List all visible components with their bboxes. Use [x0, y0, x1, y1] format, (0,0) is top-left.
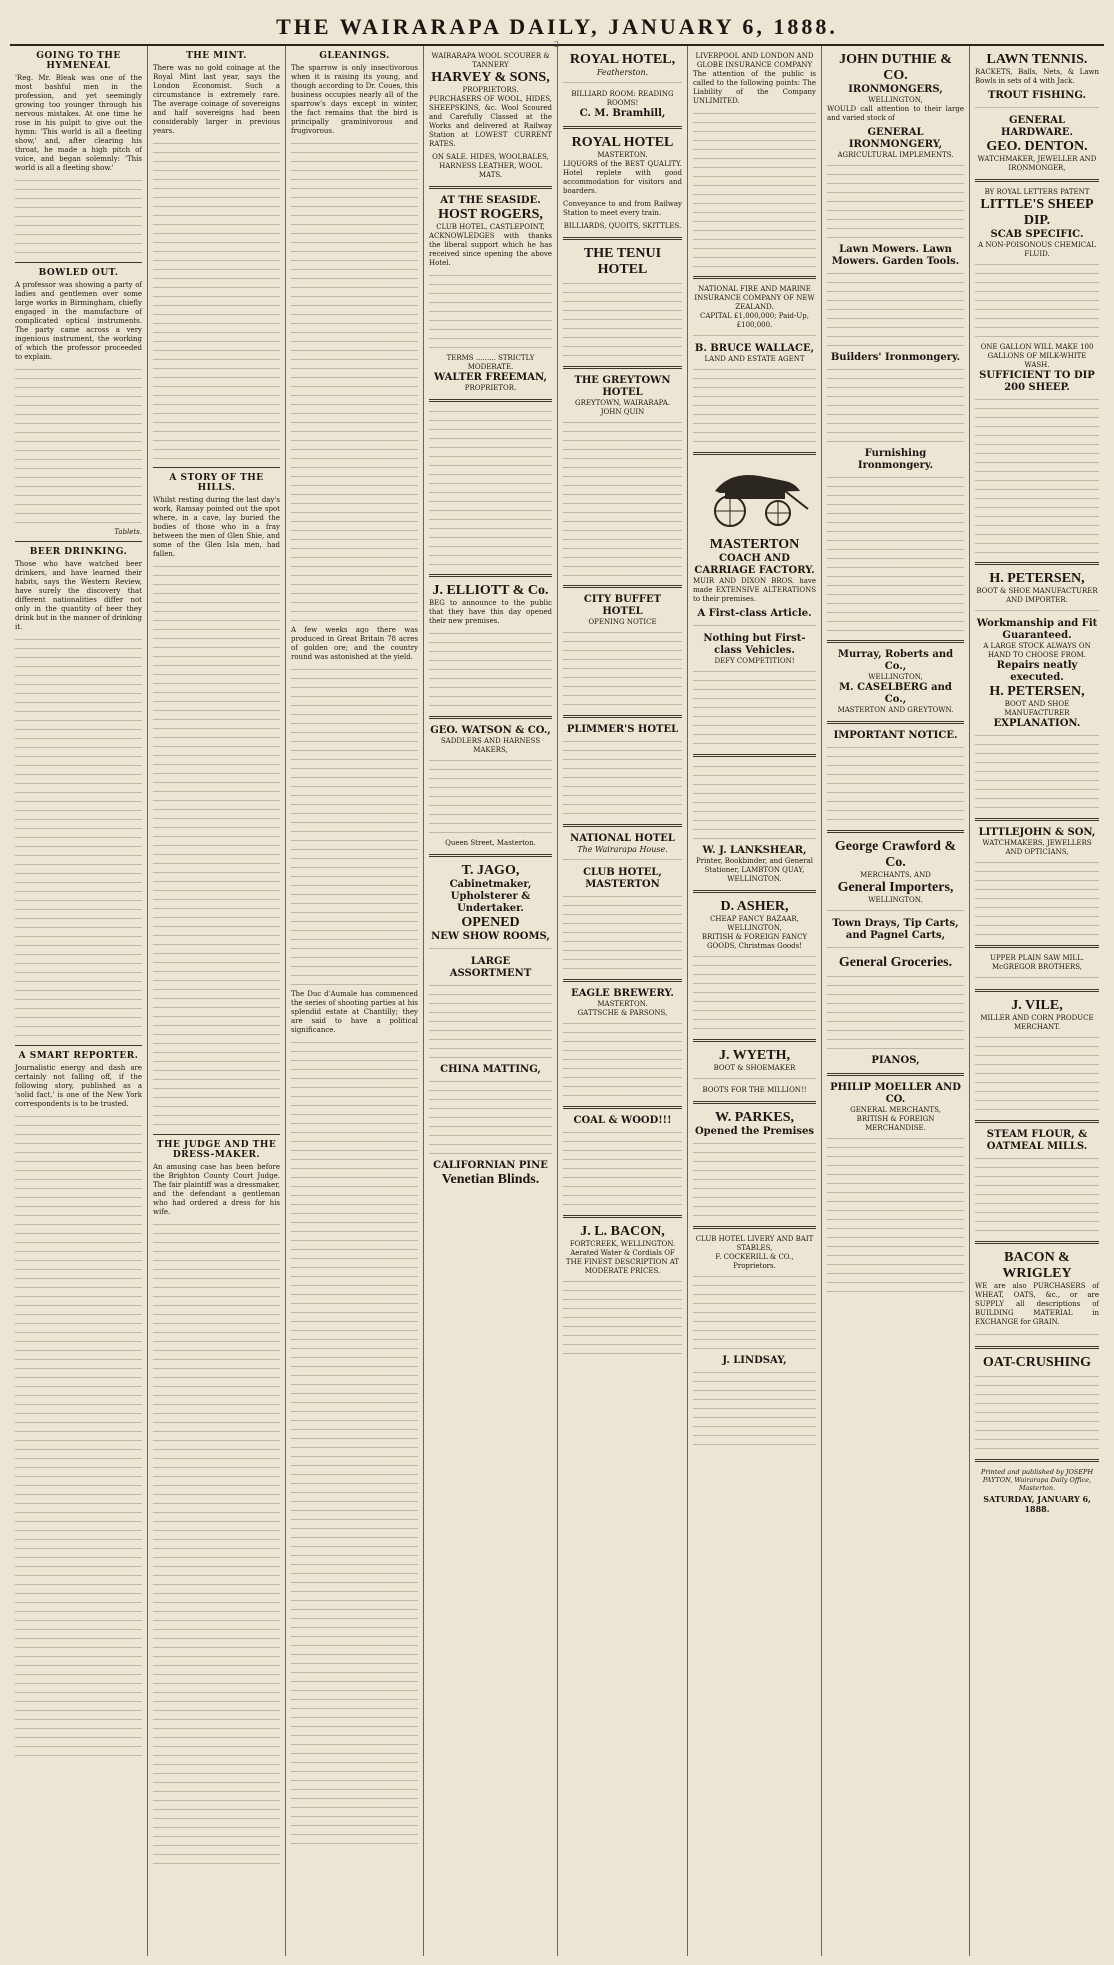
advert-littles-dip-ad2-sub: A NON-POISONOUS CHEMICAL FLUID. — [978, 241, 1096, 258]
text-lines — [153, 1383, 280, 1543]
article-body: An amusing case has been before the Brighton County Court Judge. The fair plaintiff was a dressmaker, and the defendant a gentleman who had ordered a dress for his wife. — [153, 1163, 280, 1216]
advert-petersen-ad3-name: H. PETERSEN, — [989, 571, 1085, 586]
advert-jago: T. JAGO, Cabinetmaker, Upholsterer & Undertaker. OPENED NEW SHOW ROOMS, LARGE ASSORTMENT CHINA MATTING, CALIFORNIAN PINE Venetian Blinds. — [429, 863, 552, 1188]
article-heading: THE MINT. — [186, 51, 247, 61]
advert-royal-featherston: ROYAL HOTEL, Featherston. BILLIARD ROOM: READING ROOMS! C. M. Bramhill, — [563, 52, 682, 120]
article-body: Journalistic energy and dash are certainly not falling off, if the following story, published as a 'solid fact,' is one of the New York correspondents is to be trusted. — [15, 1064, 142, 1108]
advert-littlejohn-ad4-sub: WATCHMAKERS, JEWELLERS AND OPTICIANS, — [982, 839, 1092, 856]
text-lines — [153, 563, 280, 723]
advert-eagle-brewery: EAGLE BREWERY. MASTERTON. GATTSCHE & PARSONS, — [563, 988, 682, 1100]
advert-petersen-ad3-repeat: H. PETERSEN, — [989, 684, 1085, 699]
text-lines — [975, 104, 1099, 113]
advert-national-hotel: NATIONAL HOTEL The Wairarapa House. CLUB HOTEL, MASTERTON — [563, 833, 682, 973]
advert-vile-ad6-name: J. VILE, — [1011, 998, 1063, 1013]
page-number: 2 — [553, 40, 561, 49]
text-lines — [291, 1687, 418, 1847]
advert-saw-mill-ad5-prop: McGREGOR BROTHERS, — [992, 963, 1082, 971]
advert-lankshear: W. J. LANKSHEAR, Printer, Bookbinder, and General Stationer, LAMBTON QUAY, WELLINGTON. — [693, 763, 816, 884]
advert-moeller: PHILIP MOELLER AND CO. GENERAL MERCHANTS, BRITISH & FOREIGN MERCHANDISE. — [827, 1082, 964, 1295]
text-lines — [15, 798, 142, 958]
article-heading: THE JUDGE AND THE DRESS-MAKER. — [156, 1140, 277, 1160]
article-body: There was no gold coinage at the Royal Mint last year, says the London Economist. Such a circumstance is extremely rare. The average coinage of sovereigns and half sovereigns had been considerably larger in previous years. — [153, 64, 280, 135]
advert-bacon-wrigley-ad8-name: BACON & WRIGLEY — [1002, 1250, 1072, 1281]
article-body: The Duc d'Aumale has commenced the series of shooting parties at his splendid estate at Chantilly; they are said to have a political significance. — [291, 990, 418, 1034]
article-body: Whilst resting during the last day's work, Ramsay pointed out the spot where, in a cave, lay buried the bodies of those who in a fray between the men of Glen Shie, and some of the Glen Isla men, had fallen. — [153, 496, 280, 558]
advert-flour-mills — [975, 1129, 1099, 1235]
article-heading: A SMART REPORTER. — [18, 1051, 139, 1061]
article-heading: GOING TO THE HYMENEAL — [36, 51, 121, 71]
advert-petersen-ad3-repairs: Repairs neatly executed. — [996, 660, 1078, 683]
text-lines — [15, 177, 142, 257]
article-heading: BOWLED OUT. — [38, 268, 119, 278]
text-lines — [153, 302, 280, 462]
advert-bacon-wrigley — [975, 1250, 1099, 1340]
text-lines — [153, 1221, 280, 1381]
text-lines — [975, 732, 1099, 812]
advert-littlejohn-ad4-name: LITTLEJOHN & SON, — [978, 827, 1096, 838]
advert-coal-wood: COAL & WOOD!!! — [563, 1115, 682, 1209]
text-lines — [291, 140, 418, 300]
text-lines — [975, 974, 1099, 983]
advert-elliott: J. ELLIOTT & Co. BEG to announce to the public that they have this day opened their new premises. — [429, 583, 552, 710]
text-lines — [975, 1331, 1099, 1340]
advert-bacon-wrigley-ad8-body: WE are also PURCHASERS of WHEAT, OATS, &c., or are SUPPLY all descriptions of BUILDING MATERIAL in EXCHANGE for GRAIN. — [975, 1282, 1099, 1326]
text-lines — [153, 1707, 280, 1867]
advert-carriage-factory: MASTERTON COACH AND CARRIAGE FACTORY. MUIR AND DIXON BROS. have made EXTENSIVE ALTERATIONS to their premises. A First-class Article. Nothing but First-class Vehicles. DEFY COMPETITION! — [693, 537, 816, 748]
advert-petersen-ad3-workmanship: Workmanship and Fit Guaranteed. — [976, 618, 1098, 641]
advert-petersen-ad3-expl: EXPLANATION. — [993, 718, 1081, 729]
text-lines — [153, 725, 280, 885]
advert-tenui: THE TENUI HOTEL — [563, 246, 682, 360]
text-lines — [291, 302, 418, 462]
advert-littles-dip-ad2-name: LITTLE'S SHEEP DIP. — [980, 197, 1094, 228]
article-body: A professor was showing a party of ladies and gentlemen over some large works in Birmingham, chiefly engaged in the manufacture of complicated optical instruments. The party came across a very ingenious instrument, the working of which the professor proceeded to explain. — [15, 281, 142, 361]
advert-petersen-ad3-sub: BOOT & SHOE MANUFACTURER AND IMPORTER. — [976, 587, 1098, 604]
advert-livery-stables: CLUB HOTEL LIVERY AND BAIT STABLES, F. COCKERILL & CO., Proprietors. J. LINDSAY, — [693, 1235, 816, 1449]
advert-duthie: JOHN DUTHIE & CO. IRONMONGERS, WELLINGTON, WOULD call attention to their large and varied stock of GENERAL IRONMONGERY, AGRICULTURAL IMPLEMENTS. Lawn Mowers. Lawn Mowers. Garden Tools. Builders' Ironmongery. Furnishing Ironmongery. — [827, 52, 964, 634]
text-lines — [975, 1034, 1099, 1114]
column-8 — [970, 46, 1104, 1956]
text-lines — [15, 1275, 142, 1435]
text-lines — [975, 859, 1099, 939]
advert-lawn-tennis-ad1-trout: TROUT FISHING. — [987, 90, 1087, 101]
text-lines — [975, 261, 1099, 341]
text-lines — [975, 607, 1099, 616]
text-lines — [975, 1155, 1099, 1235]
advert-saw-mill-ad5-name: UPPER PLAIN SAW MILL. — [990, 954, 1084, 962]
text-lines — [153, 1545, 280, 1705]
column-5 — [558, 46, 688, 1956]
column-4 — [424, 46, 558, 1956]
advert-lawn-tennis-ad1-sub: WATCHMAKER, JEWELLER AND IRONMONGER, — [977, 155, 1097, 172]
advert-asher: D. ASHER, CHEAP FANCY BAZAAR, WELLINGTON, BRITISH & FOREIGN FANCY GOODS, Christmas Goods! — [693, 899, 816, 1033]
article-signature: Tablets. — [114, 528, 142, 536]
imprint: Printed and published by JOSEPH PAYTON, Wairarapa Daily Office, Masterton. — [980, 1468, 1094, 1492]
column-1 — [10, 46, 148, 1956]
advert-vile-ad6-sub: MILLER AND CORN PRODUCE MERCHANT. — [980, 1014, 1094, 1031]
text-lines — [15, 636, 142, 796]
advert-important-notice: IMPORTANT NOTICE. — [827, 730, 964, 824]
carriage-illustration — [700, 461, 810, 531]
advert-littles-dip-ad2-gallon: ONE GALLON WILL MAKE 100 GALLONS OF MILK-WHITE WASH. — [980, 343, 1094, 369]
advert-parkes: W. PARKES, Opened the Premises — [693, 1110, 816, 1220]
advert-oat-crushing-ad9-name: OAT-CRUSHING — [982, 1355, 1092, 1370]
advert-city-buffet: CITY BUFFET HOTEL OPENING NOTICE — [563, 594, 682, 709]
column-6 — [688, 46, 822, 1956]
advert-wyeth: J. WYETH, BOOT & SHOEMAKER BOOTS FOR THE MILLION!! — [693, 1048, 816, 1095]
advert-murray-roberts: Murray, Roberts and Co., WELLINGTON, M. CASELBERG and Co., MASTERTON AND GREYTOWN. — [837, 649, 954, 714]
text-lines — [975, 1373, 1099, 1453]
advert-littles-dip-ad2-royal: BY ROYAL LETTERS PATENT — [984, 188, 1090, 196]
column-3 — [286, 46, 424, 1956]
issue-date: SATURDAY, JANUARY 6, 1888. — [983, 1494, 1091, 1514]
advert-flour-mills-ad7-name: STEAM FLOUR, & OATMEAL MILLS. — [986, 1129, 1088, 1152]
text-lines — [15, 1113, 142, 1273]
advert-petersen — [975, 571, 1099, 812]
text-lines — [291, 1201, 418, 1361]
advert-liverpool-insurance: LIVERPOOL AND LONDON AND GLOBE INSURANCE COMPANY The attention of the public is called to the following points: The Liability of the Company UNLIMITED. — [693, 52, 816, 270]
text-lines — [153, 887, 280, 1047]
text-lines — [15, 960, 142, 1040]
text-lines — [291, 666, 418, 826]
text-lines — [153, 1049, 280, 1129]
advert-lawn-tennis-ad1-body: RACKETS, Balls, Nets, & Lawn Bowls in sets of 4 with Jack. — [975, 68, 1099, 85]
article-body: A few weeks ago there was produced in Great Britain 78 acres of golden ore; and the country round was astonished at the yield. — [291, 626, 418, 661]
advert-harvey: WAIRARAPA WOOL SCOURER & TANNERY HARVEY & SONS, PROPRIETORS. PURCHASERS OF WOOL, HIDES, SHEEPSKINS, &c. Wool Scoured and Carefully Classed at the Works and delivered at Railway Station at LOWEST CURRENT RATES. ON SALE. HIDES, WOOLBALES, HARNESS LEATHER, WOOL MATS. — [429, 52, 552, 179]
advert-bacon: J. L. BACON, FORTCREEK, WELLINGTON. Aerated Water & Cordials OF THE FINEST DESCRIPTION AT MODERATE PRICES. — [563, 1224, 682, 1358]
text-lines — [291, 464, 418, 624]
text-lines — [291, 1363, 418, 1523]
text-lines — [291, 1525, 418, 1685]
article-heading: BEER DRINKING. — [29, 547, 128, 557]
text-lines — [975, 396, 1099, 556]
advert-littles-dip-ad2-scab: SCAB SPECIFIC. — [990, 229, 1084, 240]
newspaper-title: THE WAIRARAPA DAILY, JANUARY 6, 1888. — [276, 14, 838, 39]
advert-vile — [975, 998, 1099, 1114]
article-body: 'Reg. Mr. Bleak was one of the most bashful men in the profession, and yet seemingly growing too younger through his nervous mistakes. At one time he rose in his pulpit to give out the hymn: 'This world is all a fleeting show,' and, after clearing his throat, he made a high pitch of voice, and began solemnly: 'This world is all a fleeting show.' — [15, 74, 142, 172]
advert-petersen-ad3-repeat-sub: BOOT AND SHOE MANUFACTURER — [1004, 700, 1070, 717]
advert-saw-mill — [975, 954, 1099, 983]
advert-lawn-tennis-ad1-prop: GEO. DENTON. — [986, 139, 1088, 154]
advert-national-insurance: NATIONAL FIRE AND MARINE INSURANCE COMPANY OF NEW ZEALAND. CAPITAL £1,000,000; Paid-Up, £100,000. B. BRUCE WALLACE, LAND AND ESTATE AGENT — [693, 285, 816, 446]
text-lines — [15, 1599, 142, 1759]
column-7 — [822, 46, 970, 1956]
advert-greytown: THE GREYTOWN HOTEL GREYTOWN, WAIRARAPA. JOHN QUIN — [563, 375, 682, 579]
article-heading: A STORY OF THE HILLS. — [169, 473, 264, 493]
advert-littles-dip — [975, 188, 1099, 556]
article-body: Those who have watched beer drinkers, and have learned their habits, says the Western Review, have surely the discovery that different nationalities differ not only in the quantity of beer they drink but in the manner of drinking it. — [15, 560, 142, 631]
advert-crawford: George Crawford & Co. MERCHANTS, AND General Importers, WELLINGTON. Town Drays, Tip Carts, and Pagnel Carts, General Groceries. PIANOS, — [827, 839, 964, 1067]
advert-littles-dip-ad2-sufficient: SUFFICIENT TO DIP 200 SHEEP. — [979, 370, 1095, 393]
article-body: The sparrow is only insectivorous when it is raising its young, and though according to Dr. Coues, this business occupies nearly all of the sparrow's days except in winter, the fact remains that the bird is principally graminivorous and frugivorous. — [291, 64, 418, 135]
text-lines — [291, 1039, 418, 1199]
advert-petersen-ad3-stock: A LARGE STOCK ALWAYS ON HAND TO CHOOSE FROM. — [983, 642, 1091, 659]
advert-host-rogers: AT THE SEASIDE. HOST ROGERS, CLUB HOTEL, CASTLEPOINT, ACKNOWLEDGES with thanks the liberal support which he has received since opening the above Hotel. TERMS ......... STRICTLY MODERATE. WALTER FREEMAN, PROPRIETOR. — [429, 195, 552, 392]
advert-lawn-tennis — [975, 52, 1099, 173]
column-2 — [148, 46, 286, 1956]
text-lines — [291, 828, 418, 988]
advert-plimmer: PLIMMER'S HOTEL — [563, 724, 682, 818]
article-heading: GLEANINGS. — [319, 51, 390, 61]
text-lines — [15, 366, 142, 526]
advert-oat-crushing — [975, 1355, 1099, 1453]
advert-littlejohn — [975, 827, 1099, 939]
text-lines — [153, 140, 280, 300]
advert-lawn-tennis-ad1-general: GENERAL HARDWARE. — [1001, 115, 1073, 138]
text-lines — [15, 1437, 142, 1597]
advert-royal-masterton: ROYAL HOTEL MASTERTON. LIQUORS of the BEST QUALITY. Hotel replete with good accommodation for visitors and boarders. Conveyance to and from Railway Station to meet every train. BILLIARDS, QUOITS, SKITTLES. — [563, 135, 682, 230]
advert-watson: GEO. WATSON & CO., SADDLERS AND HARNESS MAKERS, Queen Street, Masterton. — [430, 725, 551, 847]
masthead — [10, 10, 1104, 49]
advert-lawn-tennis-ad1-name: LAWN TENNIS. — [986, 52, 1088, 67]
